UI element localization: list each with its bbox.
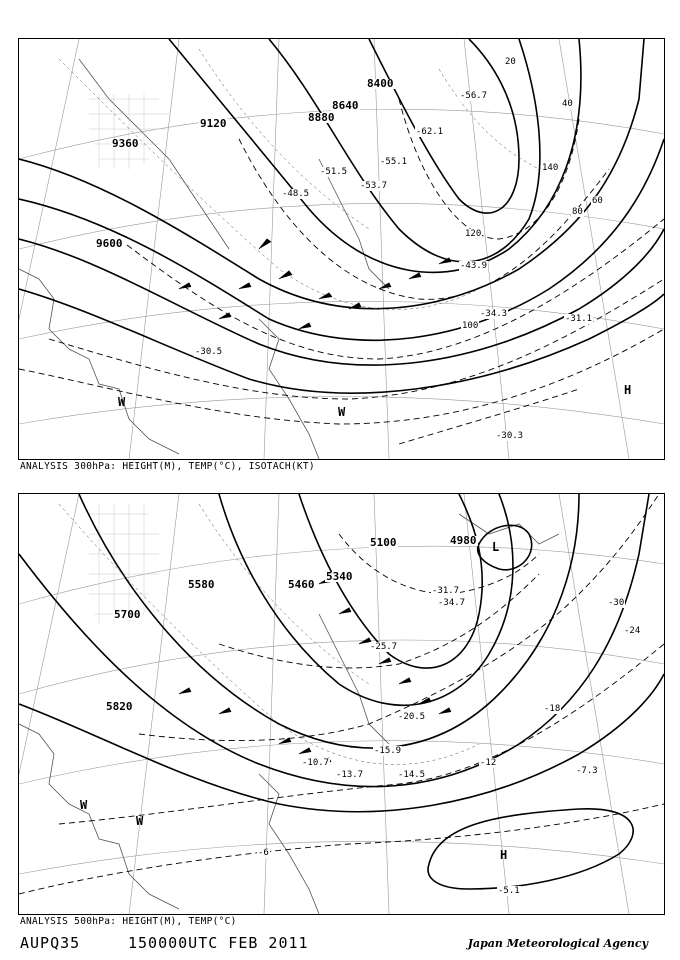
isotherm-label: -6 — [258, 848, 269, 858]
temperature-label: -34.7 — [438, 598, 466, 608]
temperature-label: -34.3 — [480, 309, 508, 319]
isotach-label: 120 — [465, 229, 482, 239]
isotach-label: 20 — [505, 57, 516, 67]
height-label: 4980 — [450, 534, 477, 547]
isotherm-label: -24 — [624, 626, 641, 636]
temperature-label: -10.7 — [302, 758, 330, 768]
isotach-label: 80 — [572, 207, 583, 217]
product-code: AUPQ35 — [20, 934, 81, 952]
high-center: H — [500, 848, 508, 862]
caption-500hpa: ANALYSIS 500hPa: HEIGHT(M), TEMP(°C) — [20, 916, 237, 927]
temperature-label: -30.5 — [195, 347, 223, 357]
isotach-label: 140 — [542, 163, 559, 173]
height-label: 8880 — [308, 111, 335, 124]
agency-name: Japan Meteorological Agency — [467, 937, 648, 950]
temperature-label: -15.9 — [374, 746, 402, 756]
warm-center: W — [338, 405, 346, 419]
isotherm-label: -30 — [608, 598, 625, 608]
isotherm-label: -18 — [544, 704, 561, 714]
warm-center: W — [80, 798, 88, 812]
hatch-area — [89, 504, 159, 624]
temperature-label: -13.7 — [336, 770, 364, 780]
temperature-label: -30.3 — [496, 431, 524, 441]
temperature-label: -48.5 — [282, 189, 310, 199]
wind-barbs — [179, 239, 451, 329]
height-label: 5460 — [288, 578, 315, 591]
height-label: 8640 — [332, 99, 359, 112]
temperature-label: -56.7 — [460, 91, 488, 101]
low-center: L — [492, 540, 500, 554]
isotach-label: 100 — [462, 321, 479, 331]
height-contours — [19, 39, 664, 397]
temperature-label: -20.5 — [398, 712, 426, 722]
high-center: H — [624, 383, 632, 397]
height-label: 5100 — [370, 536, 397, 549]
valid-time: 150000UTC FEB 2011 — [128, 934, 309, 952]
caption-300hpa: ANALYSIS 300hPa: HEIGHT(M), TEMP(°C), ISOTACH(KT) — [20, 461, 315, 472]
temperature-label: -31.1 — [565, 314, 593, 324]
chart-300hpa — [18, 38, 665, 460]
thin-isotherms — [59, 504, 479, 764]
hatch-area — [89, 94, 169, 169]
isotach-label: 60 — [592, 196, 603, 206]
height-label: 9600 — [96, 237, 123, 250]
temperature-label: -43.9 — [460, 261, 488, 271]
height-label: 8400 — [367, 77, 394, 90]
warm-center: W — [118, 395, 126, 409]
temperature-label: -62.1 — [416, 127, 444, 137]
height-label: 5340 — [326, 570, 353, 583]
temperature-label: -55.1 — [380, 157, 408, 167]
temperature-label: -53.7 — [360, 181, 388, 191]
height-label: 5580 — [188, 578, 215, 591]
height-label: 5820 — [106, 700, 133, 713]
isotherm-label: -12 — [480, 758, 497, 768]
temperature-label: -51.5 — [320, 167, 348, 177]
height-label: 5700 — [114, 608, 141, 621]
height-label: 9120 — [200, 117, 227, 130]
warm-center: W — [136, 814, 144, 828]
temperature-label: -25.7 — [370, 642, 398, 652]
temperature-label: -7.3 — [576, 766, 598, 776]
temperature-label: -31.7 — [432, 586, 460, 596]
isotachs — [19, 99, 664, 444]
height-contours — [19, 494, 664, 889]
height-label: 9360 — [112, 137, 139, 150]
chart-500hpa — [18, 493, 665, 915]
temperature-label: -5.1 — [498, 886, 520, 896]
temperature-label: -14.5 — [398, 770, 426, 780]
wind-barbs — [179, 578, 451, 764]
isotach-label: 40 — [562, 99, 573, 109]
